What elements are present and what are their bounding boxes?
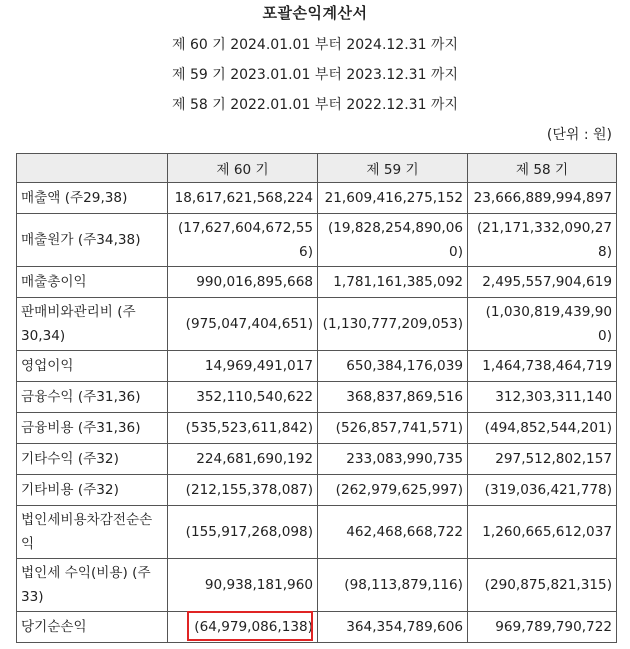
table-row xyxy=(17,382,617,413)
row-label: 매출총이익 xyxy=(17,267,168,298)
value-59: 368,837,869,516 xyxy=(318,382,468,413)
value-58: (290,875,821,315) xyxy=(468,559,617,612)
table-row xyxy=(17,559,617,612)
column-header-59: 제 59 기 xyxy=(318,154,468,183)
value-60: (212,155,378,087) xyxy=(168,475,318,506)
highlight-box xyxy=(187,611,313,641)
value-60: (535,523,611,842) xyxy=(168,413,318,444)
value-60: 352,110,540,622 xyxy=(168,382,318,413)
row-label: 법인세 수익(비용) (주33) xyxy=(17,559,168,612)
value-60: (64,979,086,138) xyxy=(168,612,318,643)
income-statement-table xyxy=(16,153,617,643)
value-59: (19,828,254,890,060) xyxy=(318,214,468,267)
value-59: 1,781,161,385,092 xyxy=(318,267,468,298)
value-58: 969,789,790,722 xyxy=(468,612,617,643)
value-60: 90,938,181,960 xyxy=(168,559,318,612)
table-row xyxy=(17,214,617,267)
row-label: 기타수익 (주32) xyxy=(17,444,168,475)
period-60: 제 60 기 2024.01.01 부터 2024.12.31 까지 xyxy=(172,37,458,53)
period-58: 제 58 기 2022.01.01 부터 2022.12.31 까지 xyxy=(172,97,458,113)
table-row xyxy=(17,475,617,506)
value-59: 462,468,668,722 xyxy=(318,506,468,559)
column-header-60: 제 60 기 xyxy=(168,154,318,183)
header-row xyxy=(17,154,617,183)
value-58: (319,036,421,778) xyxy=(468,475,617,506)
row-label: 기타비용 (주32) xyxy=(17,475,168,506)
period-59: 제 59 기 2023.01.01 부터 2023.12.31 까지 xyxy=(172,67,458,83)
row-label: 당기순손익 xyxy=(17,612,168,643)
table-row xyxy=(17,183,617,214)
value-60: 224,681,690,192 xyxy=(168,444,318,475)
value-58: 1,464,738,464,719 xyxy=(468,351,617,382)
row-label: 매출원가 (주34,38) xyxy=(17,214,168,267)
value-59: (98,113,879,116) xyxy=(318,559,468,612)
table-row xyxy=(17,506,617,559)
value-58: 1,260,665,612,037 xyxy=(468,506,617,559)
row-label: 금융비용 (주31,36) xyxy=(17,413,168,444)
value-60: (17,627,604,672,556) xyxy=(168,214,318,267)
value-60: (155,917,268,098) xyxy=(168,506,318,559)
table-row xyxy=(17,298,617,351)
value-60: 990,016,895,668 xyxy=(168,267,318,298)
value-59: 364,354,789,606 xyxy=(318,612,468,643)
row-label: 금융수익 (주31,36) xyxy=(17,382,168,413)
value-58: (494,852,544,201) xyxy=(468,413,617,444)
row-label: 판매비와관리비 (주30,34) xyxy=(17,298,168,351)
value-60: (975,047,404,651) xyxy=(168,298,318,351)
table-row xyxy=(17,351,617,382)
value-59: (526,857,741,571) xyxy=(318,413,468,444)
table-row xyxy=(17,444,617,475)
value-59: 650,384,176,039 xyxy=(318,351,468,382)
value-59: (262,979,625,997) xyxy=(318,475,468,506)
value-58: 23,666,889,994,897 xyxy=(468,183,617,214)
table-row xyxy=(17,413,617,444)
column-header-58: 제 58 기 xyxy=(468,154,617,183)
table-row xyxy=(17,267,617,298)
value-58: 312,303,311,140 xyxy=(468,382,617,413)
value-58: (21,171,332,090,278) xyxy=(468,214,617,267)
value-60: 14,969,491,017 xyxy=(168,351,318,382)
value-59: (1,130,777,209,053) xyxy=(318,298,468,351)
column-header-blank xyxy=(17,154,168,183)
table-row xyxy=(17,612,617,643)
row-label: 매출액 (주29,38) xyxy=(17,183,168,214)
row-label: 법인세비용차감전순손익 xyxy=(17,506,168,559)
value-59: 21,609,416,275,152 xyxy=(318,183,468,214)
value-59: 233,083,990,735 xyxy=(318,444,468,475)
unit-label: (단위 : 원) xyxy=(546,127,612,143)
value-58: 297,512,802,157 xyxy=(468,444,617,475)
row-label: 영업이익 xyxy=(17,351,168,382)
value-58: 2,495,557,904,619 xyxy=(468,267,617,298)
value-60: 18,617,621,568,224 xyxy=(168,183,318,214)
statement-title: 포괄손익계산서 xyxy=(262,4,368,22)
value-58: (1,030,819,439,900) xyxy=(468,298,617,351)
